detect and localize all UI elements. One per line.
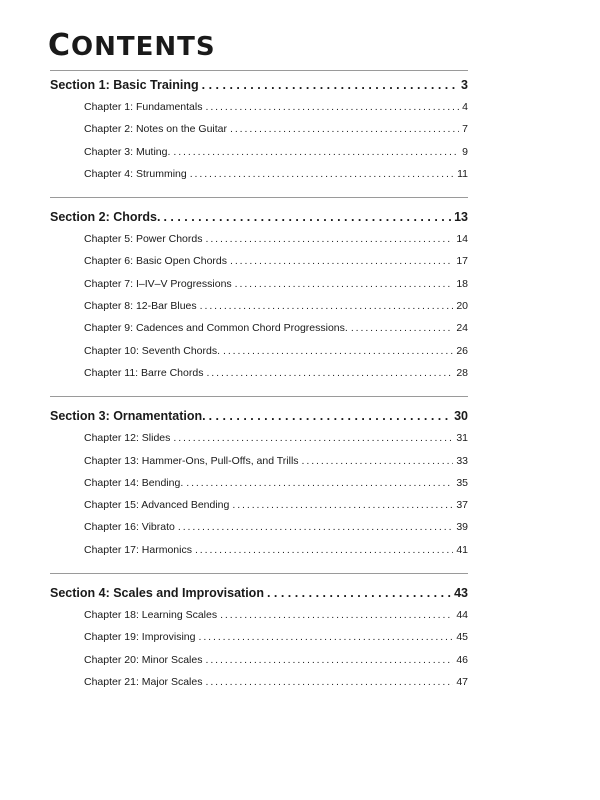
chapter-page-number: 37 <box>456 499 468 512</box>
chapter-entry <box>84 499 468 521</box>
dot-leader <box>186 477 453 489</box>
chapter-title: Chapter 20: Minor Scales <box>84 653 203 666</box>
dot-leader <box>302 455 454 467</box>
chapter-title: Chapter 16: Vibrato <box>84 521 175 534</box>
chapter-entry <box>84 101 468 123</box>
chapter-page-number: 44 <box>456 609 468 622</box>
section-page-number: 3 <box>461 78 468 92</box>
chapter-title: Chapter 17: Harmonics <box>84 543 192 556</box>
dot-leader <box>163 210 451 224</box>
dot-leader <box>173 146 459 158</box>
chapter-entry <box>84 521 468 543</box>
chapter-page-number: 9 <box>462 145 468 158</box>
dot-leader <box>205 676 453 688</box>
chapter-title: Chapter 12: Slides <box>84 432 171 445</box>
chapter-page-number: 45 <box>456 631 468 644</box>
chapter-entry <box>84 255 468 277</box>
dot-leader <box>220 609 453 621</box>
chapter-title: Chapter 9: Cadences and Common Chord Progressions. <box>84 322 348 335</box>
dot-leader <box>232 499 453 511</box>
chapter-entry <box>84 609 468 631</box>
chapter-page-number: 31 <box>456 432 468 445</box>
chapter-title: Chapter 2: Notes on the Guitar <box>84 123 227 136</box>
dot-leader <box>230 255 453 267</box>
dot-leader <box>206 367 453 379</box>
chapter-title: Chapter 1: Fundamentals <box>84 101 203 113</box>
chapter-page-number: 20 <box>456 300 468 313</box>
chapter-page-number: 18 <box>456 277 468 290</box>
section-page-number: 30 <box>454 409 468 424</box>
chapter-entry <box>84 233 468 255</box>
dot-leader <box>205 654 453 666</box>
dot-leader <box>178 521 453 533</box>
chapter-title: Chapter 13: Hammer-Ons, Pull-Offs, and Trills <box>84 454 299 467</box>
chapter-page-number: 4 <box>462 101 468 113</box>
title-initial: C <box>48 28 72 63</box>
chapter-title: Chapter 3: Muting. <box>84 145 171 158</box>
dot-leader <box>205 233 453 245</box>
section-divider <box>50 573 468 574</box>
chapter-title: Chapter 8: 12-Bar Blues <box>84 300 197 313</box>
page-title <box>48 28 216 63</box>
dot-leader <box>198 631 453 643</box>
chapter-page-number: 26 <box>456 344 468 357</box>
chapter-page-number: 35 <box>456 476 468 489</box>
chapter-page-number: 24 <box>456 322 468 335</box>
section-heading <box>50 409 468 431</box>
chapter-page-number: 46 <box>456 653 468 666</box>
chapter-page-number: 14 <box>456 233 468 246</box>
toc-section <box>50 586 468 698</box>
chapter-title: Chapter 10: Seventh Chords. <box>84 344 220 357</box>
chapter-page-number: 33 <box>456 454 468 467</box>
toc-section <box>50 210 468 397</box>
chapter-page-number: 47 <box>456 675 468 688</box>
table-of-contents <box>50 78 468 698</box>
dot-leader <box>267 586 451 600</box>
chapter-entry <box>84 300 468 322</box>
chapter-page-number: 11 <box>457 167 468 180</box>
chapter-title: Chapter 4: Strumming <box>84 167 187 180</box>
dot-leader <box>173 432 453 444</box>
section-heading <box>50 210 468 232</box>
chapter-page-number: 41 <box>456 543 468 556</box>
section-page-number: 13 <box>454 210 468 225</box>
dot-leader <box>202 78 458 92</box>
chapter-entry <box>84 278 468 300</box>
dot-leader <box>223 345 453 357</box>
chapter-entry <box>84 654 468 676</box>
section-divider <box>50 396 468 397</box>
section-title: Section 4: Scales and Improvisation <box>50 586 264 601</box>
dot-leader <box>190 168 454 180</box>
dot-leader <box>195 544 453 556</box>
chapter-page-number: 17 <box>456 255 468 268</box>
chapter-title: Chapter 15: Advanced Bending <box>84 499 230 512</box>
top-divider <box>50 70 468 71</box>
section-title: Section 2: Chords. <box>50 210 161 225</box>
chapter-title: Chapter 18: Learning Scales <box>84 609 218 622</box>
chapter-page-number: 7 <box>462 123 468 136</box>
chapter-page-number: 39 <box>456 521 468 534</box>
dot-leader <box>200 300 454 312</box>
section-heading <box>50 586 468 608</box>
chapter-entry <box>84 631 468 653</box>
chapter-title: Chapter 21: Major Scales <box>84 675 203 688</box>
section-title: Section 3: Ornamentation. <box>50 409 206 424</box>
chapter-entry <box>84 146 468 168</box>
toc-section <box>50 78 468 198</box>
dot-leader <box>230 123 459 135</box>
chapter-page-number: 28 <box>456 366 468 379</box>
section-divider <box>50 197 468 198</box>
toc-section <box>50 409 468 574</box>
chapter-entry <box>84 432 468 454</box>
chapter-entry <box>84 168 468 190</box>
chapter-entry <box>84 544 468 566</box>
chapter-title: Chapter 7: I–IV–V Progressions <box>84 277 232 290</box>
chapter-entry <box>84 322 468 344</box>
chapter-title: Chapter 5: Power Chords <box>84 233 203 246</box>
chapter-title: Chapter 6: Basic Open Chords <box>84 255 227 268</box>
section-title: Section 1: Basic Training <box>50 78 199 92</box>
chapter-entry <box>84 455 468 477</box>
chapter-entry <box>84 367 468 389</box>
dot-leader <box>351 322 454 334</box>
dot-leader <box>235 278 454 290</box>
section-page-number: 43 <box>454 586 468 601</box>
chapter-entry <box>84 345 468 367</box>
dot-leader <box>205 101 459 113</box>
chapter-entry <box>84 477 468 499</box>
title-rest: ONTENTS <box>71 32 216 62</box>
chapter-title: Chapter 11: Barre Chords <box>84 366 204 379</box>
chapter-title: Chapter 14: Bending. <box>84 476 184 489</box>
chapter-title: Chapter 19: Improvising <box>84 631 196 644</box>
dot-leader <box>209 409 452 423</box>
section-heading <box>50 78 468 100</box>
chapter-entry <box>84 676 468 698</box>
chapter-entry <box>84 123 468 145</box>
